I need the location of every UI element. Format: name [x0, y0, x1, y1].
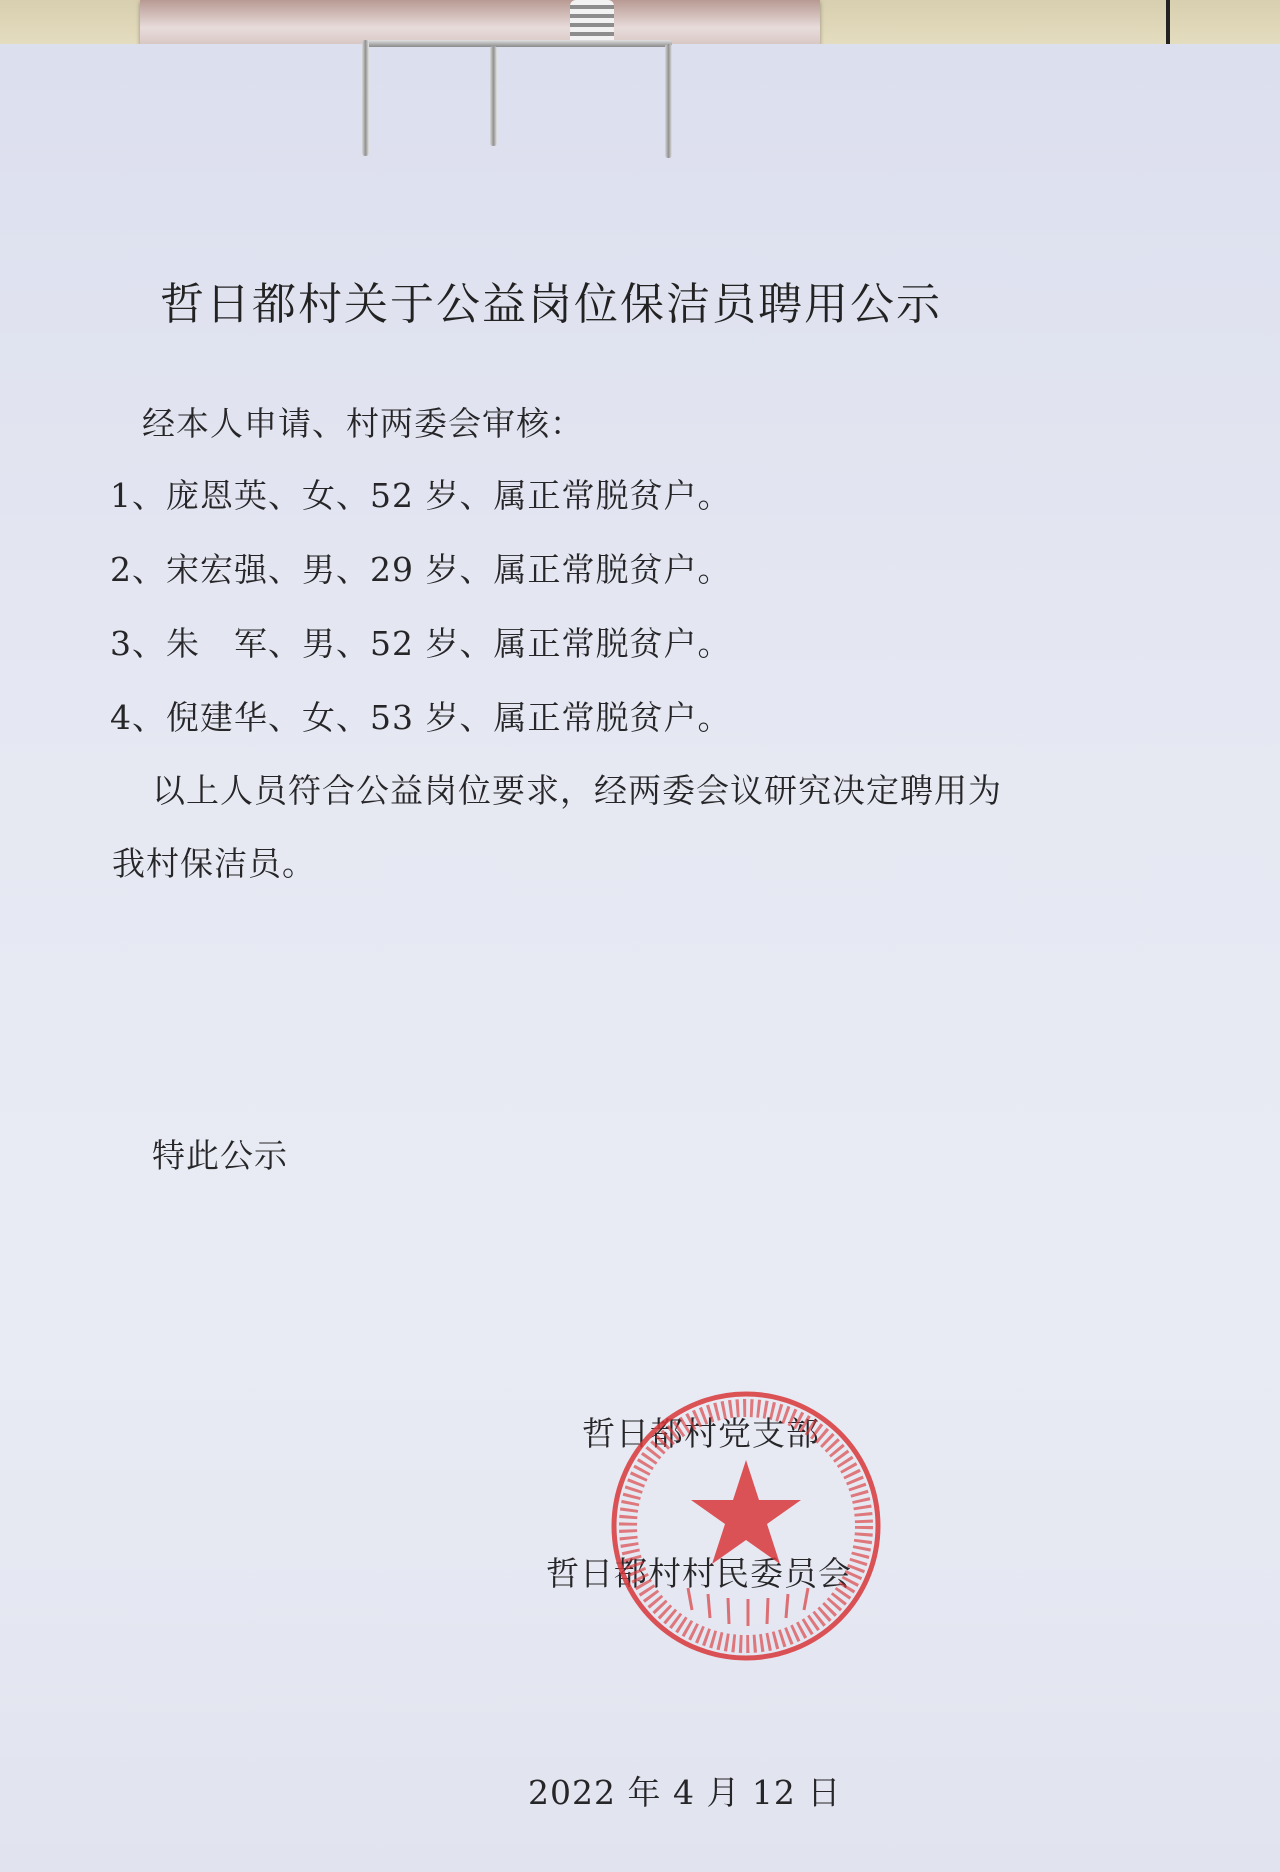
closing-text: 特此公示 — [152, 1136, 288, 1175]
document-title: 哲日都村关于公益岗位保洁员聘用公示 — [160, 279, 942, 330]
clip-wire-middle — [490, 46, 497, 146]
list-item: 1、庞恩英、女、52 岁、属正常脱贫户。 — [110, 476, 732, 515]
seal-lower-marks — [688, 1588, 808, 1626]
signature-party-branch: 哲日都村党支部 — [582, 1414, 820, 1453]
list-item: 2、宋宏强、男、29 岁、属正常脱贫户。 — [110, 550, 732, 589]
clipboard-frame-corner — [1110, 0, 1170, 48]
list-item: 4、倪建华、女、53 岁、属正常脱贫户。 — [110, 698, 732, 737]
clip-wire-bar — [362, 40, 672, 47]
clip-wire-right — [665, 44, 672, 158]
clip-wire-left — [362, 40, 369, 156]
conclusion-line-2: 我村保洁员。 — [112, 844, 316, 883]
signature-village-committee: 哲日都村村民委员会 — [546, 1554, 852, 1593]
list-item: 3、朱 军、男、52 岁、属正常脱贫户。 — [110, 624, 732, 663]
star-icon — [691, 1460, 801, 1564]
intro-text: 经本人申请、村两委会审核： — [142, 404, 584, 443]
document-date: 2022 年 4 月 12 日 — [528, 1773, 842, 1812]
conclusion-line-1: 以上人员符合公益岗位要求，经两委会议研究决定聘用为 — [152, 771, 1002, 810]
official-seal — [608, 1388, 884, 1664]
